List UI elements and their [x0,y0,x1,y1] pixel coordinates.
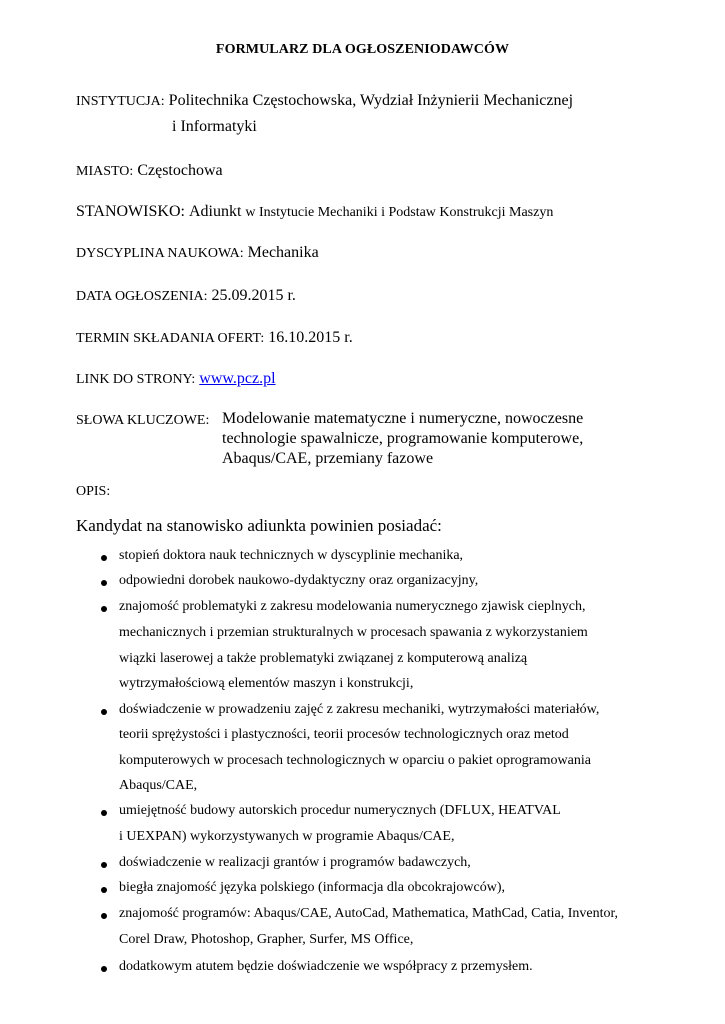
city-field [76,162,223,180]
list-item-line: umiejętność budowy autorskich procedur numerycznych (DFLUX, HEATVAL [119,803,561,818]
requirements-intro: Kandydat na stanowisko adiunkta powinien posiadać: [76,516,442,535]
announcement-date-label: DATA OGŁOSZENIA: [76,289,208,304]
list-item-line: znajomość programów: Abaqus/CAE, AutoCad, Mathematica, MathCad, Catia, Inventor, [119,906,619,921]
institution-label: INSTYTUCJA: [76,94,165,109]
discipline-label: DYSCYPLINA NAUKOWA: [76,246,244,261]
list-item-line: doświadczenie w realizacji grantów i programów badawczych, [119,855,471,870]
form-title: FORMULARZ DLA OGŁOSZENIODAWCÓW [215,42,510,57]
position-value-rest: w Instytucie Mechaniki i Podstaw Konstrukcji Maszyn [245,205,554,220]
announcement-date-value: 25.09.2015 r. [211,287,296,304]
link-label: LINK DO STRONY: [76,372,196,387]
description-field [76,482,110,500]
bullet-icon [101,862,107,868]
bullet-icon [101,966,107,972]
list-item-line: komputerowych w procesach technologicznych w oparciu o pakiet oprogramowania [119,753,591,768]
bullet-icon [101,913,107,919]
keywords-line: technologie spawalnicze, programowanie komputerowe, [222,430,584,447]
bullet-icon [101,555,107,561]
position-field [76,203,553,221]
keywords-label: SŁOWA KLUCZOWE: [76,413,210,428]
website-link[interactable]: www.pcz.pl [199,370,276,387]
list-item-line: wytrzymałościową elementów maszyn i konstrukcji, [119,676,414,691]
list-item-line: wiązki laserowej a także problematyki związanej z komputerową analizą [119,651,528,666]
list-item-line: stopień doktora nauk technicznych w dyscyplinie mechanika, [119,548,464,563]
institution-value: Politechnika Częstochowska, Wydział Inżynierii Mechanicznej [168,92,574,109]
institution-value-cont: i Informatyki [172,118,257,135]
bullet-icon [101,606,107,612]
position-label: STANOWISKO: [76,203,185,220]
deadline-field [76,329,353,347]
deadline-value: 16.10.2015 r. [268,329,353,346]
list-item-line: teorii sprężystości i plastyczności, teorii procesów technologicznych oraz metod [119,727,569,742]
position-value-main: Adiunkt [188,203,242,220]
list-item-line: doświadczenie w prowadzeniu zajęć z zakresu mechaniki, wytrzymałości materiałów, [119,702,600,717]
description-label: OPIS: [76,484,111,499]
bullet-icon [101,580,107,586]
city-label: MIASTO: [76,164,134,179]
list-item-line: znajomość problematyki z zakresu modelowania numerycznego zjawisk cieplnych, [119,599,586,614]
list-item-line: odpowiedni dorobek naukowo-dydaktyczny oraz organizacyjny, [119,573,479,588]
list-item-line: mechanicznych i przemian strukturalnych w procesach spawania z wykorzystaniem [119,625,588,640]
link-field [76,370,276,388]
list-item-line: dodatkowym atutem będzie doświadczenie we współpracy z przemysłem. [119,959,533,974]
city-value: Częstochowa [137,162,223,179]
keywords-line: Modelowanie matematyczne i numeryczne, nowoczesne [222,410,584,427]
bullet-icon [101,810,107,816]
discipline-value: Mechanika [247,244,319,261]
list-item-line: biegła znajomość języka polskiego (informacja dla obcokrajowców), [119,880,506,895]
deadline-label: TERMIN SKŁADANIA OFERT: [76,331,265,346]
bullet-icon [101,887,107,893]
institution-field [76,92,573,110]
list-item-line: Abaqus/CAE, [119,778,198,793]
keywords-field [76,411,209,429]
list-item-line: Corel Draw, Photoshop, Grapher, Surfer, MS Office, [119,932,414,947]
announcement-date-field [76,287,296,305]
keywords-line: Abaqus/CAE, przemiany fazowe [222,450,434,467]
bullet-icon [101,709,107,715]
discipline-field [76,244,319,262]
list-item-line: i UEXPAN) wykorzystywanych w programie Abaqus/CAE, [119,829,455,844]
